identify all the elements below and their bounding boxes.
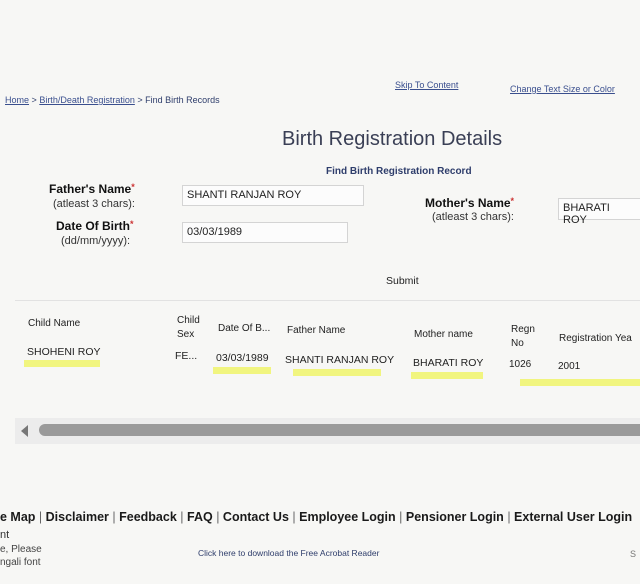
- footer-faq-link[interactable]: FAQ: [187, 510, 213, 524]
- breadcrumb-separator: >: [137, 95, 143, 105]
- acrobat-reader-link[interactable]: Click here to download the Free Acrobat Reader: [198, 548, 380, 558]
- col-father-name[interactable]: Father Name: [287, 325, 346, 336]
- footer-feedback-link[interactable]: Feedback: [119, 510, 177, 524]
- footer-note-line2: e, Please: [0, 544, 42, 555]
- change-text-size-link[interactable]: Change Text Size or Color: [510, 84, 615, 94]
- cell-registration-year: 2001: [558, 361, 581, 372]
- col-dob[interactable]: Date Of B...: [218, 323, 271, 334]
- highlight-mark: [411, 372, 483, 379]
- footer-contact-link[interactable]: Contact Us: [222, 510, 289, 524]
- page-title: Birth Registration Details: [282, 128, 503, 150]
- footer-note-line3: ngali font: [0, 557, 41, 568]
- dob-label: Date Of Birth*: [56, 219, 134, 233]
- col-registration-year[interactable]: Registration Yea: [559, 333, 632, 344]
- footer-separator: |: [180, 510, 184, 524]
- col-mother-name[interactable]: Mother name: [414, 329, 473, 340]
- cell-regn-no: 1026: [509, 359, 532, 370]
- mother-name-label: Mother's Name*: [425, 196, 515, 210]
- father-name-hint: (atleast 3 chars):: [53, 198, 135, 210]
- scrollbar-thumb[interactable]: [39, 424, 640, 436]
- footer-external-login-link[interactable]: External User Login: [514, 510, 633, 524]
- footer-separator: |: [399, 510, 403, 524]
- breadcrumb-home[interactable]: Home: [5, 95, 30, 105]
- footer-separator: |: [216, 510, 220, 524]
- footer-site-map-link[interactable]: e Map: [0, 510, 36, 524]
- mother-name-input[interactable]: BHARATI ROY: [558, 198, 640, 220]
- highlight-mark: [24, 360, 100, 367]
- cell-child-name: SHOHENI ROY: [27, 346, 101, 358]
- footer-disclaimer-link[interactable]: Disclaimer: [45, 510, 109, 524]
- dob-hint: (dd/mm/yyyy):: [61, 235, 131, 247]
- cell-father-name: SHANTI RANJAN ROY: [285, 354, 395, 366]
- section-title: Find Birth Registration Record: [326, 166, 472, 177]
- footer-links: [0, 510, 632, 524]
- footer-note-line1: nt: [0, 529, 10, 541]
- father-name-label: Father's Name*: [49, 182, 135, 196]
- footer-right-fragment: S: [630, 549, 637, 559]
- highlight-mark: [520, 379, 640, 386]
- col-child-sex[interactable]: Child Sex: [177, 315, 200, 340]
- breadcrumb-registration[interactable]: Birth/Death Registration: [39, 95, 135, 105]
- highlight-mark: [293, 369, 381, 376]
- breadcrumb-separator: >: [31, 95, 37, 105]
- dob-input[interactable]: 03/03/1989: [182, 222, 348, 243]
- col-regn-no[interactable]: Regn No: [511, 324, 535, 349]
- breadcrumb: [5, 95, 220, 105]
- cell-dob: 03/03/1989: [216, 352, 269, 364]
- table-top-border: [15, 300, 640, 301]
- cell-child-sex: FE...: [175, 350, 198, 362]
- footer-separator: |: [38, 510, 43, 524]
- cell-mother-name: BHARATI ROY: [413, 357, 484, 369]
- footer-separator: |: [112, 510, 116, 524]
- horizontal-scrollbar[interactable]: [15, 418, 640, 444]
- footer-employee-login-link[interactable]: Employee Login: [299, 510, 396, 524]
- scroll-left-arrow-icon[interactable]: [21, 425, 28, 437]
- skip-to-content-link[interactable]: Skip To Content: [395, 80, 459, 90]
- footer-separator: |: [292, 510, 296, 524]
- breadcrumb-current: Find Birth Records: [145, 95, 220, 105]
- footer-separator: |: [507, 510, 511, 524]
- col-child-name[interactable]: Child Name: [28, 318, 81, 329]
- father-name-input[interactable]: SHANTI RANJAN ROY: [182, 185, 364, 206]
- submit-button[interactable]: Submit: [386, 275, 419, 287]
- highlight-mark: [213, 367, 271, 374]
- mother-name-hint: (atleast 3 chars):: [432, 211, 514, 223]
- footer-pensioner-login-link[interactable]: Pensioner Login: [405, 510, 504, 524]
